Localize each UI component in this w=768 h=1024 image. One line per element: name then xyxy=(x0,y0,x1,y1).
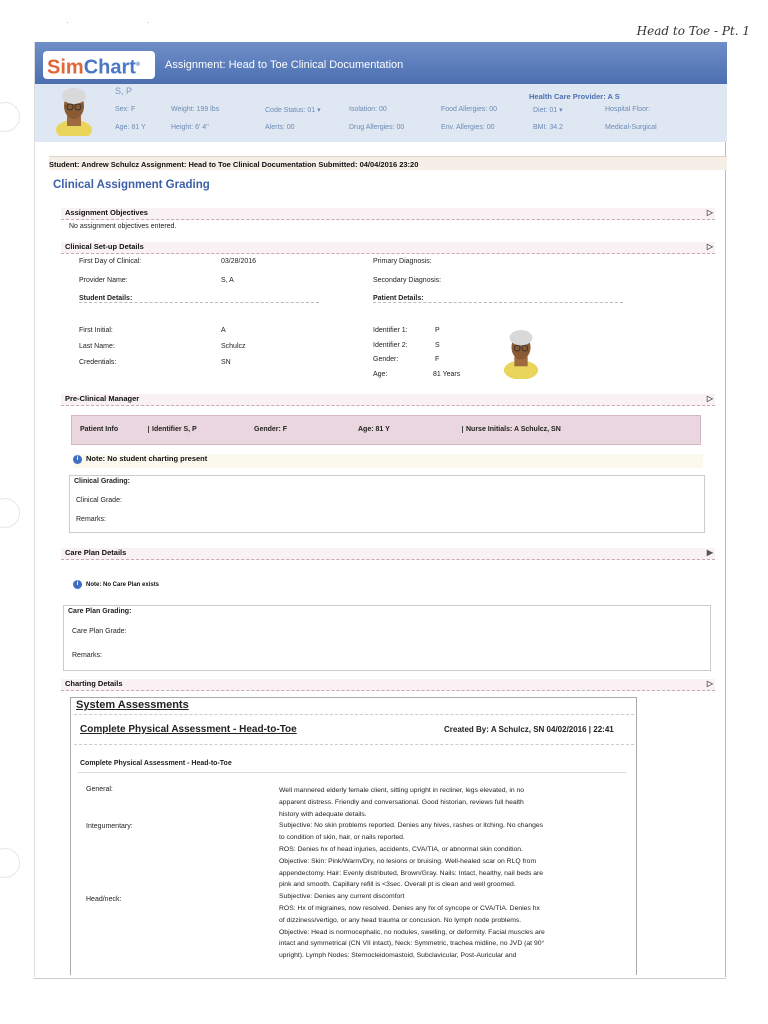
scan-marks: · · xyxy=(66,18,188,27)
headneck-label: Head/neck: xyxy=(86,896,122,903)
assessment-text xyxy=(279,785,545,962)
assessment-line: apparent distress. Friendly and conversational. Good historian, reviews full health xyxy=(279,798,524,806)
assessment-subtitle: Complete Physical Assessment - Head-to-Toe xyxy=(80,760,232,767)
patient-banner xyxy=(35,84,727,142)
identifier1-label: Identifier 1: xyxy=(373,327,408,334)
care-plan-grading-heading: Care Plan Grading: xyxy=(68,608,132,615)
age-label: Age: xyxy=(373,371,388,378)
expand-arrow-icon[interactable]: ▶ xyxy=(706,548,713,557)
section-clinical-setup[interactable]: Clinical Set-up Details ▷ xyxy=(61,242,715,254)
patient-weight: Weight: 199 lbs xyxy=(171,106,220,113)
objectives-text: No assignment objectives entered. xyxy=(69,223,177,230)
patient-info-label: Patient Info xyxy=(80,426,119,433)
first-day-value: 03/28/2016 xyxy=(221,258,257,265)
assessment-line: Objective: Skin: Pink/Warm/Dry, no lesions or bruising. Well-healed scar on RLQ from xyxy=(279,857,537,865)
env-allergies: Env. Allergies: 00 xyxy=(441,124,495,131)
info-icon: i xyxy=(73,580,82,589)
binder-hole xyxy=(0,102,20,132)
nurse-initials: Nurse Initials: A Schulcz, SN xyxy=(462,426,561,433)
assessment-line: ROS: Denies hx of head injuries, accidents, CVA/TIA, or abnormal skin condition. xyxy=(279,845,523,853)
first-day-label: First Day of Clinical: xyxy=(79,258,142,265)
provider-label: Provider Name: xyxy=(79,277,128,284)
system-assessments-title: System Assessments xyxy=(76,699,189,711)
hospital-floor: Hospital Floor: xyxy=(605,106,651,113)
patient-sex: Sex: F xyxy=(115,106,136,113)
general-label: General: xyxy=(86,786,113,793)
care-plan-grade-label: Care Plan Grade: xyxy=(72,628,127,635)
clinical-grading-heading: Clinical Grading: xyxy=(74,478,131,485)
primary-diagnosis-label: Primary Diagnosis: xyxy=(373,258,432,265)
provider-value: S, A xyxy=(221,277,234,284)
simchart-logo[interactable]: SimChart® xyxy=(43,51,155,79)
age-field: Age: 81 Y xyxy=(358,426,390,433)
alerts: Alerts: 00 xyxy=(265,124,295,131)
assessment-line: Well mannered elderly female client, sitting upright in recliner, legs elevated, in no xyxy=(279,787,525,794)
identifier-field: Identifier S, P xyxy=(148,426,197,433)
clinical-remarks-label: Remarks: xyxy=(76,516,106,523)
health-care-provider: Health Care Provider: A S xyxy=(529,92,620,101)
patient-height: Height: 6' 4" xyxy=(171,124,209,131)
patient-details-heading: Patient Details: xyxy=(373,295,623,303)
secondary-diagnosis-label: Secondary Diagnosis: xyxy=(373,277,442,284)
identifier2-label: Identifier 2: xyxy=(373,342,408,349)
clinical-grade-label: Clinical Grade: xyxy=(76,497,122,504)
identifier1-value: P xyxy=(435,327,440,334)
assessment-line: intact and symmetrical (CN VII intact), Neck: Symmetric, trachea midline, no JVD (at 90° xyxy=(279,940,545,948)
first-initial-value: A xyxy=(221,327,226,334)
clinical-grading-box xyxy=(69,475,705,533)
handwritten-note: Head to Toe - Pt. 1 xyxy=(636,24,750,38)
expand-arrow-icon[interactable]: ▷ xyxy=(706,679,713,688)
credentials-value: SN xyxy=(221,359,231,366)
assessment-title[interactable]: Complete Physical Assessment - Head-to-Toe xyxy=(80,724,297,735)
divider xyxy=(78,772,626,773)
no-charting-note: i Note: No student charting present xyxy=(73,454,703,468)
assessment-line: pink and smooth. Capillary refill is <3sec. Overall pt is clean and well groomed. xyxy=(279,881,516,889)
unit: Medical-Surgical xyxy=(605,124,657,131)
assessment-line: to condition of skin, hair, or nails reported. xyxy=(279,834,405,842)
binder-hole xyxy=(0,498,20,528)
no-care-plan-note: i Note: No Care Plan exists xyxy=(73,580,703,594)
expand-arrow-icon[interactable]: ▷ xyxy=(706,208,713,217)
assessment-line: of dizziness/vertigo, or any head trauma or concusion. No lymph node problems. xyxy=(279,916,522,924)
divider xyxy=(74,744,634,745)
student-details-heading: Student Details: xyxy=(79,295,319,303)
assessment-line: Subjective: No skin problems reported. Denies any hives, rashes or itching. No changes xyxy=(279,822,544,830)
created-by: Created By: A Schulcz, SN 04/02/2016 | 22:41 xyxy=(444,725,614,734)
care-plan-remarks-label: Remarks: xyxy=(72,652,102,659)
assessment-line: appendectomy. Hair: Evenly distributed, Brown/Gray. Nails: Intact, healthy, nail beds are xyxy=(279,869,544,877)
bmi: BMI: 34.2 xyxy=(533,124,563,131)
section-care-plan-details[interactable]: Care Plan Details ▶ xyxy=(61,548,715,560)
assessment-line: history with adequate details. xyxy=(279,810,367,818)
page-bottom-edge xyxy=(34,978,726,979)
code-status[interactable]: Code Status: 01 ▾ xyxy=(265,107,321,114)
patient-avatar-icon xyxy=(501,325,541,379)
patient-name: S, P xyxy=(115,86,133,96)
assessment-line: Subjective: Denies any current discomfort xyxy=(279,893,405,901)
info-icon: i xyxy=(73,455,82,464)
patient-age: Age: 81 Y xyxy=(115,124,146,131)
expand-arrow-icon[interactable]: ▷ xyxy=(706,242,713,251)
care-plan-grading-box xyxy=(63,605,711,671)
isolation: Isolation: 00 xyxy=(349,106,387,113)
last-name-label: Last Name: xyxy=(79,343,115,350)
first-initial-label: First Initial: xyxy=(79,327,113,334)
submission-info: Student: Andrew Schulcz Assignment: Head to Toe Clinical Documentation Submitted: 04/04/2016 23:20 xyxy=(49,156,727,170)
pre-clinical-info-bar xyxy=(71,415,701,445)
age-value: 81 Years xyxy=(433,371,461,378)
gender-field: Gender: F xyxy=(254,426,288,433)
last-name-value: Schulcz xyxy=(221,343,246,350)
credentials-label: Credentials: xyxy=(79,359,117,366)
drug-allergies: Drug Allergies: 00 xyxy=(349,124,405,131)
section-charting-details[interactable]: Charting Details ▷ xyxy=(61,679,715,691)
patient-avatar-icon xyxy=(53,86,95,136)
food-allergies: Food Allergies: 00 xyxy=(441,106,498,113)
assignment-title: Assignment: Head to Toe Clinical Documentation xyxy=(165,59,404,71)
diet[interactable]: Diet: 01 ▾ xyxy=(533,107,563,114)
section-pre-clinical-manager[interactable]: Pre-Clinical Manager ▷ xyxy=(61,394,715,406)
binder-hole xyxy=(0,848,20,878)
expand-arrow-icon[interactable]: ▷ xyxy=(706,394,713,403)
section-assignment-objectives[interactable]: Assignment Objectives ▷ xyxy=(61,208,715,220)
app-header xyxy=(35,42,727,84)
divider xyxy=(74,714,634,715)
integumentary-label: Integumentary: xyxy=(86,823,133,830)
gender-label: Gender: xyxy=(373,356,399,363)
page-title: Clinical Assignment Grading xyxy=(53,179,210,191)
identifier2-value: S xyxy=(435,342,440,349)
assessment-line: upright). Lymph Nodes: Sternocleidomastoid, Subclavicular, Post-Auricular and xyxy=(279,952,517,960)
assessment-line: ROS: Hx of migraines, now resolved. Denies any hx of syncope or CVA/TIA. Denies hx xyxy=(279,904,540,912)
assessment-line: Objective: Head is normocephalic, no nodules, swelling, or deformity. Facial muscles are xyxy=(279,928,545,936)
gender-value: F xyxy=(435,356,440,363)
